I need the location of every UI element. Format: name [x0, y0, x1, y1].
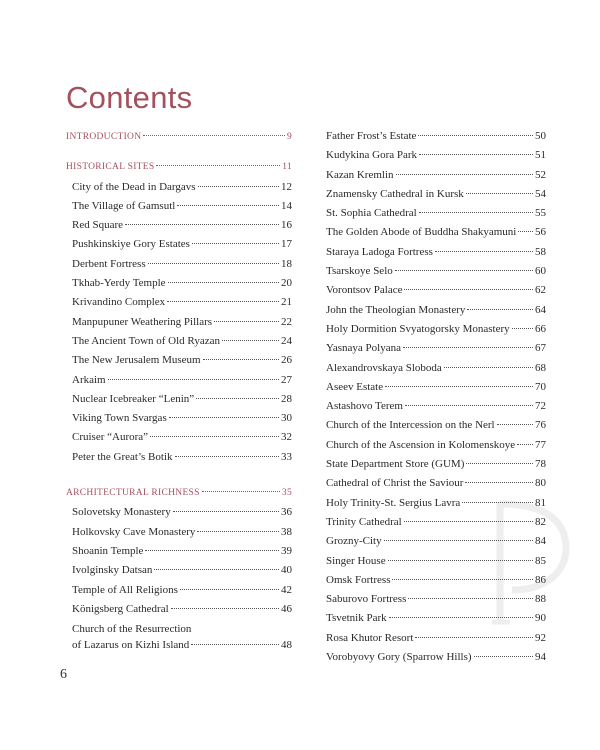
toc-entry-label: Solovetsky Monastery: [72, 506, 171, 519]
toc-entry-label: Königsberg Cathedral: [72, 602, 169, 615]
dot-leader: [192, 243, 279, 244]
toc-entry-label: The Village of Gamsutl: [72, 199, 176, 212]
toc-entry[interactable]: [66, 600, 292, 619]
toc-entry-first-line[interactable]: [66, 622, 292, 637]
dot-leader: [415, 637, 533, 638]
toc-entry[interactable]: [326, 378, 546, 397]
dot-leader: [145, 550, 279, 551]
toc-page-number: 30: [281, 412, 292, 425]
toc-page-number: 81: [535, 496, 546, 509]
toc-entry-label: Saburovo Fortress: [326, 593, 407, 606]
toc-page-number: 92: [535, 631, 546, 644]
dot-leader: [169, 417, 279, 418]
dot-leader: [395, 270, 533, 271]
dot-leader: [108, 379, 279, 380]
toc-page-number: 85: [535, 554, 546, 567]
toc-page-number: 20: [281, 277, 292, 290]
toc-entry[interactable]: [326, 339, 546, 358]
dot-leader: [405, 405, 533, 406]
dot-leader: [148, 263, 279, 264]
toc-entry-label: The New Jerusalem Museum: [72, 354, 201, 367]
toc-page-number: 26: [281, 354, 292, 367]
toc-entry-label: Omsk Fortress: [326, 573, 391, 586]
toc-page-number: 18: [281, 257, 292, 270]
dot-leader: [177, 205, 279, 206]
dot-leader: [465, 482, 533, 483]
toc-entry-label: Znamensky Cathedral in Kursk: [326, 187, 464, 200]
toc-entry[interactable]: [66, 390, 292, 409]
dot-leader: [403, 347, 533, 348]
toc-entry[interactable]: [326, 146, 546, 165]
toc-entry-label: Church of the Intercession on the Nerl: [326, 419, 495, 432]
toc-page-number: 17: [281, 238, 292, 251]
toc-page-number: 40: [281, 564, 292, 577]
toc-page-number: 77: [535, 438, 546, 451]
toc-entry[interactable]: [326, 166, 546, 185]
toc-entry-label: Holkovsky Cave Monastery: [72, 525, 196, 538]
toc-page-number: 70: [535, 380, 546, 393]
toc-entry-label: Yasnaya Polyana: [326, 342, 401, 355]
toc-page-number: 28: [281, 392, 292, 405]
dot-leader: [388, 560, 533, 561]
toc-entry[interactable]: [66, 216, 292, 235]
toc-right-column: [326, 127, 546, 667]
toc-page-number: 94: [535, 651, 546, 664]
toc-entry[interactable]: [326, 416, 546, 435]
toc-page-number: 64: [535, 303, 546, 316]
toc-entry[interactable]: [66, 581, 292, 600]
toc-entry-label: Manpupuner Weathering Pillars: [72, 315, 213, 328]
dot-leader: [198, 186, 279, 187]
toc-entry-label: Shoanin Temple: [72, 544, 144, 557]
toc-page-number: 11: [282, 162, 292, 173]
toc-entry-label: Tkhab-Yerdy Temple: [72, 277, 166, 290]
toc-entry[interactable]: [66, 255, 292, 274]
toc-entry[interactable]: [326, 455, 546, 474]
toc-entry[interactable]: [326, 204, 546, 223]
toc-page-number: 33: [281, 450, 292, 463]
toc-entry-label: St. Sophia Cathedral: [326, 207, 417, 220]
toc-entry[interactable]: [326, 397, 546, 416]
toc-entry-label: Nuclear Icebreaker “Lenin”: [72, 392, 195, 405]
toc-entry-label: Kazan Kremlin: [326, 168, 394, 181]
toc-page-number: 42: [281, 583, 292, 596]
toc-entry[interactable]: [326, 223, 546, 242]
toc-entry-label: Alexandrovskaya Sloboda: [326, 361, 442, 374]
dot-leader: [180, 589, 279, 590]
toc-entry[interactable]: [326, 127, 546, 146]
toc-entry-label: City of the Dead in Dargavs: [72, 180, 196, 193]
toc-entry[interactable]: [326, 513, 546, 532]
toc-entry[interactable]: [66, 636, 292, 655]
toc-page-number: 32: [281, 431, 292, 444]
dot-leader: [467, 309, 533, 310]
toc-page-number: 48: [281, 639, 292, 652]
toc-entry[interactable]: [326, 301, 546, 320]
toc-entry[interactable]: [326, 474, 546, 493]
toc-entry[interactable]: [326, 320, 546, 339]
toc-entry-label: Vorobyovy Gory (Sparrow Hills): [326, 651, 472, 664]
dot-leader: [214, 321, 279, 322]
toc-page-number: 54: [535, 187, 546, 200]
toc-page-number: 68: [535, 361, 546, 374]
toc-page-number: 90: [535, 612, 546, 625]
toc-entry[interactable]: [326, 494, 546, 513]
toc-page-number: 78: [535, 458, 546, 471]
toc-entry[interactable]: [66, 178, 292, 197]
toc-page-number: 21: [281, 296, 292, 309]
dot-leader: [419, 154, 533, 155]
toc-entry-label: The Ancient Town of Old Ryazan: [72, 334, 220, 347]
toc-page-number: 62: [535, 284, 546, 297]
toc-entry[interactable]: [66, 313, 292, 332]
toc-page-number: 56: [535, 226, 546, 239]
toc-entry[interactable]: [66, 503, 292, 522]
toc-page-number: 58: [535, 245, 546, 258]
dot-leader: [154, 569, 279, 570]
toc-entry-label: Tsvetnik Park: [326, 612, 387, 625]
toc-page-number: 88: [535, 593, 546, 606]
dot-leader: [462, 502, 533, 503]
toc-page-number: 39: [281, 544, 292, 557]
dot-leader: [466, 463, 533, 464]
toc-entry[interactable]: [66, 197, 292, 216]
toc-entry[interactable]: [326, 590, 546, 609]
dot-leader: [389, 617, 533, 618]
dot-leader: [197, 531, 279, 532]
toc-entry[interactable]: [326, 243, 546, 262]
toc-entry-label: Temple of All Religions: [72, 583, 178, 596]
dot-leader: [408, 598, 533, 599]
toc-entry[interactable]: [66, 448, 292, 467]
toc-entry-label: Krivandino Complex: [72, 296, 166, 309]
toc-page-number: 9: [286, 132, 292, 142]
dot-leader: [191, 644, 279, 645]
toc-page-number: 60: [535, 265, 546, 278]
toc-entry-label: Holy Dormition Svyatogorsky Monastery: [326, 322, 510, 335]
toc-left-column: [66, 128, 292, 655]
toc-entry[interactable]: [66, 235, 292, 254]
dot-leader: [175, 456, 279, 457]
toc-entry-label: Trinity Cathedral: [326, 515, 402, 528]
toc-page-number: 38: [281, 525, 292, 538]
toc-entry-label: Vorontsov Palace: [326, 284, 403, 297]
toc-page-number: 66: [535, 322, 546, 335]
dot-leader: [125, 224, 279, 225]
toc-entry-label: Astashovo Terem: [326, 400, 403, 413]
toc-entry-label: John the Theologian Monastery: [326, 303, 466, 316]
toc-page-number: 84: [535, 535, 546, 548]
toc-entry[interactable]: [326, 262, 546, 281]
toc-page-number: 86: [535, 573, 546, 586]
toc-page-number: 72: [535, 400, 546, 413]
toc-entry[interactable]: [66, 523, 292, 542]
dot-leader: [168, 282, 279, 283]
toc-entry-label: Arkaim: [72, 373, 106, 386]
toc-entry[interactable]: [326, 629, 546, 648]
toc-entry[interactable]: [66, 542, 292, 561]
toc-entry-label: Cruiser “Aurora”: [72, 431, 149, 444]
toc-entry[interactable]: [326, 532, 546, 551]
toc-page-number: 14: [281, 199, 292, 212]
toc-section-label: HISTORICAL SITES: [66, 162, 155, 173]
toc-section-label: INTRODUCTION: [66, 132, 142, 142]
toc-entry-label: Viking Town Svargas: [72, 412, 167, 425]
toc-entry-label: Grozny-City: [326, 535, 382, 548]
dot-leader: [385, 386, 533, 387]
toc-entry-label: Singer House: [326, 554, 386, 567]
toc-section-label: ARCHITECTURAL RICHNESS: [66, 488, 200, 499]
dot-leader: [435, 251, 533, 252]
dot-leader: [419, 212, 533, 213]
dot-leader: [173, 511, 279, 512]
toc-entry[interactable]: [66, 371, 292, 390]
toc-entry-label: The Golden Abode of Buddha Shakyamuni: [326, 226, 517, 239]
toc-page-number: 82: [535, 515, 546, 528]
dot-leader: [466, 193, 533, 194]
toc-entry[interactable]: [66, 293, 292, 312]
toc-entry[interactable]: [326, 185, 546, 204]
dot-leader: [404, 289, 533, 290]
page-title: Contents: [66, 80, 193, 115]
toc-entry[interactable]: [326, 359, 546, 378]
dot-leader: [202, 491, 280, 492]
toc-entry-label: Staraya Ladoga Fortress: [326, 245, 433, 258]
toc-entry[interactable]: [326, 436, 546, 455]
toc-entry[interactable]: [326, 281, 546, 300]
dot-leader: [150, 436, 279, 437]
toc-entry-label: Church of the Ascension in Kolomenskoye: [326, 438, 516, 451]
dot-leader: [143, 135, 285, 136]
toc-page-number: 22: [281, 315, 292, 328]
toc-entry-label: Aseev Estate: [326, 380, 384, 393]
toc-entry[interactable]: [66, 332, 292, 351]
page-number: 6: [60, 667, 67, 682]
toc-page-number: 36: [281, 506, 292, 519]
toc-entry[interactable]: [66, 428, 292, 447]
dot-leader: [384, 540, 533, 541]
toc-entry-label: Pushkinskiye Gory Estates: [72, 238, 190, 251]
toc-page-number: 24: [281, 334, 292, 347]
dot-leader: [418, 135, 533, 136]
toc-section-architectural-richness[interactable]: [66, 484, 292, 503]
toc-entry[interactable]: [326, 609, 546, 628]
toc-page-number: 46: [281, 602, 292, 615]
dot-leader: [167, 301, 279, 302]
toc-entry-label: Red Square: [72, 219, 124, 232]
toc-page-number: 52: [535, 168, 546, 181]
dot-leader: [156, 165, 280, 166]
dot-leader: [444, 367, 533, 368]
toc-page-number: 55: [535, 207, 546, 220]
toc-entry-label: Father Frost’s Estate: [326, 130, 417, 142]
toc-entry[interactable]: [66, 409, 292, 428]
dot-leader: [396, 174, 534, 175]
toc-entry-label-line1: Church of the Resurrection: [72, 623, 192, 636]
toc-entry-label: Ivolginsky Datsan: [72, 564, 153, 577]
toc-page-number: 67: [535, 342, 546, 355]
toc-page-number: 50: [535, 130, 546, 142]
toc-section-introduction[interactable]: [66, 128, 292, 147]
toc-entry-label: Cathedral of Christ the Saviour: [326, 477, 464, 490]
dot-leader: [518, 231, 533, 232]
toc-page-number: 16: [281, 219, 292, 232]
dot-leader: [512, 328, 533, 329]
dot-leader: [517, 444, 533, 445]
toc-page-number: 76: [535, 419, 546, 432]
toc-entry-label: Peter the Great’s Botik: [72, 450, 173, 463]
toc-entry-label: State Department Store (GUM): [326, 458, 465, 471]
toc-page-number: 12: [281, 180, 292, 193]
dot-leader: [196, 398, 279, 399]
toc-entry-label: of Lazarus on Kizhi Island: [72, 639, 190, 652]
dot-leader: [203, 359, 279, 360]
toc-section-historical-sites[interactable]: [66, 158, 292, 177]
toc-entry-label: Kudykina Gora Park: [326, 149, 418, 162]
toc-entry[interactable]: [66, 351, 292, 370]
toc-page-number: 35: [281, 488, 292, 499]
dot-leader: [404, 521, 533, 522]
toc-page-number: 27: [281, 373, 292, 386]
toc-page-number: 80: [535, 477, 546, 490]
dot-leader: [497, 424, 533, 425]
dot-leader: [222, 340, 279, 341]
toc-entry[interactable]: [326, 552, 546, 571]
dot-leader: [171, 608, 279, 609]
toc-entry-label: Derbent Fortress: [72, 257, 146, 270]
toc-page-number: 51: [535, 149, 546, 162]
toc-entry-label: Rosa Khutor Resort: [326, 631, 414, 644]
toc-entry[interactable]: [326, 571, 546, 590]
toc-entry[interactable]: [66, 561, 292, 580]
dot-leader: [474, 656, 533, 657]
toc-entry-label: Tsarskoye Selo: [326, 265, 393, 278]
toc-entry[interactable]: [326, 648, 546, 667]
dot-leader: [392, 579, 533, 580]
toc-entry[interactable]: [66, 274, 292, 293]
toc-entry-label: Holy Trinity-St. Sergius Lavra: [326, 496, 461, 509]
